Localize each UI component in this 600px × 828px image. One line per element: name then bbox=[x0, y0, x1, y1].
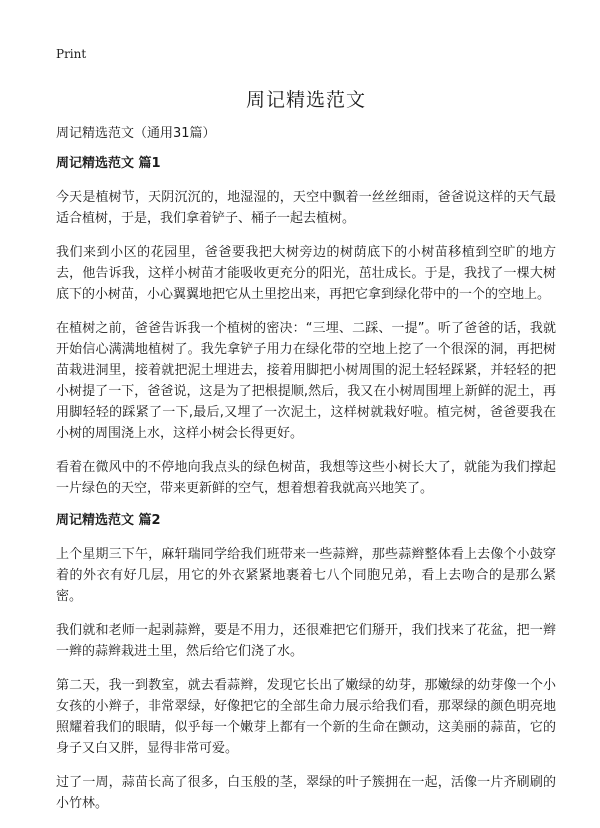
paragraph: 我们来到小区的花园里，爸爸要我把大树旁边的树荫底下的小树苗移植到空旷的地方去，他告诉我，这样小树苗才能吸收更充分的阳光，茁壮成长。于是，我找了一棵大树底下的小树苗，小心翼翼地把它从土里挖出来，再把它拿到绿化带中的一个的空地上。 bbox=[56, 245, 556, 302]
section-heading: 周记精选范文 篇1 bbox=[56, 156, 161, 171]
section-1 bbox=[56, 154, 556, 499]
paragraph: 过了一周，蒜苗长高了很多，白玉般的茎，翠绿的叶子簇拥在一起，活像一片齐刷刷的小竹林。 bbox=[56, 775, 556, 811]
paragraph: 上个星期三下午，麻轩瑞同学给我们班带来一些蒜辫，那些蒜辫整体看上去像个小鼓穿着的外衣有好几层，用它的外衣紧紧地裹着七八个同胞兄弟，看上去吻合的是那么紧密。 bbox=[56, 547, 556, 604]
paragraph: 我们就和老师一起剥蒜辫，要是不用力，还很难把它们掰开，我们找来了花盆，把一辫一辫的蒜辫栽进土里，然后给它们浇了水。 bbox=[56, 623, 556, 659]
paragraph: 在植树之前，爸爸告诉我一个植树的密决：“三埋、二踩、一提”。听了爸爸的话，我就开始信心满满地植树了。我先拿铲子用力在绿化带的空地上挖了一个很深的洞，再把树苗栽进洞里，接着就把泥土埋进去，接着用脚把小树周围的泥土轻轻踩紧，并轻轻的把小树提了一下，爸爸说，这是为了把根提顺,然后，我又在小树周围埋上新鲜的泥土，再用脚轻轻的踩紧了一下,最后,又埋了一次泥土，这样树就栽好啦。植完树，爸爸要我在小树的周围浇上水，这样小树会长得更好。 bbox=[56, 321, 556, 441]
section-heading: 周记精选范文 篇2 bbox=[56, 513, 161, 528]
print-link[interactable]: Print bbox=[56, 47, 87, 61]
paragraph: 第二天，我一到教室，就去看蒜辫，发现它长出了嫩绿的幼芽，那嫩绿的幼芽像一个小女孩的小辫子，非常翠绿，好像把它的全部生命力展示给我们看，那翠绿的颜色明亮地照耀着我们的眼睛，似乎每一个嫩芽上都有一个新的生命在颤动，这美丽的蒜苗，它的身子又白又胖，显得非常可爱。 bbox=[56, 678, 556, 756]
paragraph: 看着在微风中的不停地向我点头的绿色树苗，我想等这些小树长大了，就能为我们撑起一片绿色的天空，带来更新鲜的空气，想着想着我就高兴地笑了。 bbox=[56, 460, 556, 496]
document-subtitle: 周记精选范文（通用31篇） bbox=[56, 126, 216, 141]
paragraph: 今天是植树节，天阴沉沉的，地湿湿的，天空中飘着一丝丝细雨，爸爸说这样的天气最适合植树，于是，我们拿着铲子、桶子一起去植树。 bbox=[56, 190, 556, 226]
page-title: 周记精选范文 bbox=[245, 89, 366, 111]
section-2 bbox=[56, 511, 556, 814]
